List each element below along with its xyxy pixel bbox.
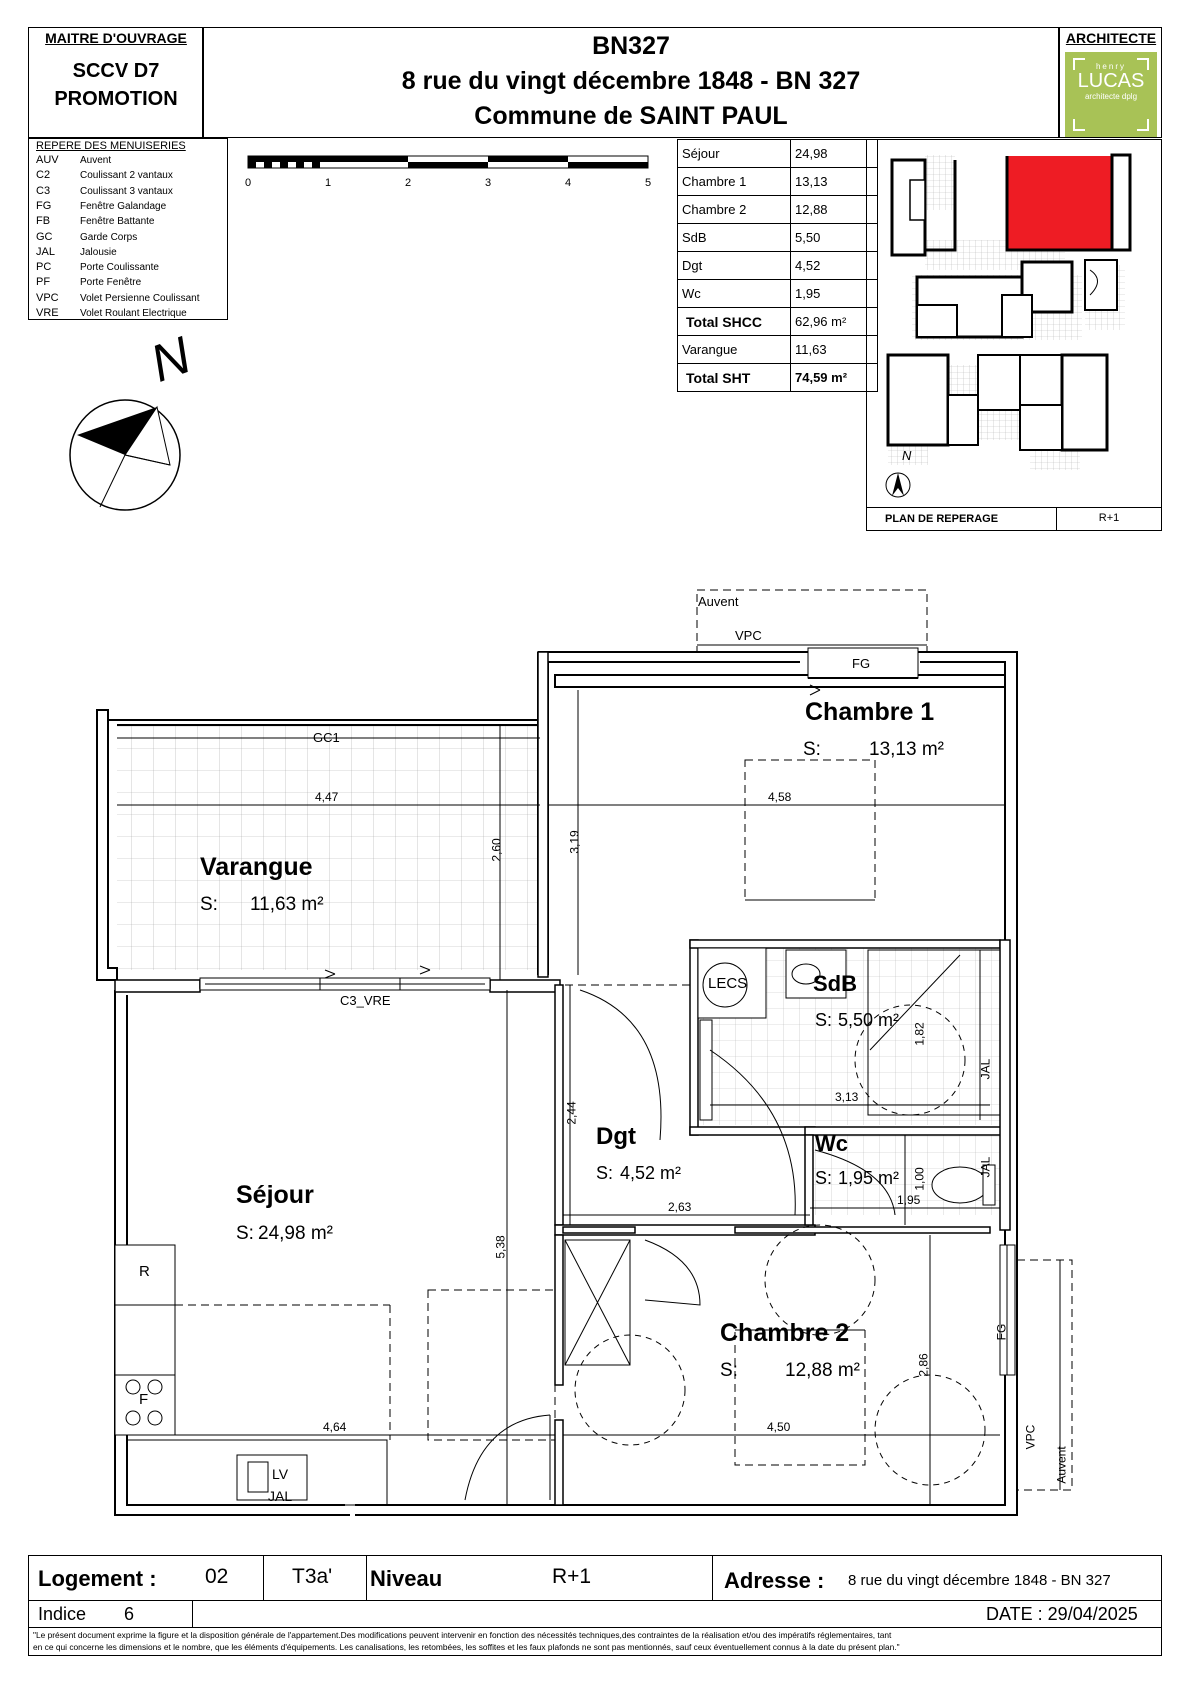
room-chambre2-s: S: (720, 1360, 738, 1381)
adresse-value: 8 rue du vingt décembre 1848 - BN 327 (848, 1572, 1111, 1589)
surface-room: Wc (678, 280, 791, 308)
label-fridge: R (139, 1263, 150, 1280)
legend-code: VPC (36, 291, 59, 304)
label-lecs: LECS (708, 975, 748, 992)
surface-room: Total SHCC (678, 308, 791, 336)
legend-item (36, 169, 173, 181)
scale-tick-label: 4 (564, 177, 572, 189)
surface-area: 11,63 (791, 336, 878, 364)
scale-bar (240, 150, 660, 195)
architect-label: ARCHITECTE (1065, 30, 1157, 46)
varangue-floor (117, 725, 537, 970)
niveau-label: Niveau (370, 1566, 443, 1591)
legend-label: Garde Corps (80, 231, 138, 243)
footer-div-4 (192, 1600, 193, 1627)
surface-room: Chambre 2 (678, 196, 791, 224)
room-chambre1-area: 13,13 m² (869, 739, 944, 760)
surface-area: 1,95 (791, 280, 878, 308)
scale-tick-labels (245, 177, 651, 189)
legend-code: VRE (36, 307, 59, 319)
disclaimer-line-2: en ce qui concerne les dimensions et le nombre, que les éléments d'équipements. Les canalisations, les retombées, les soffites et les faux plafonds ne sont pas mentionnés, sauf ceux éventuellement connus à la date du présent plan." (33, 1642, 900, 1652)
legend-item (36, 215, 155, 227)
legend-label: Coulissant 3 vantaux (80, 185, 173, 197)
footer-div-3 (712, 1555, 713, 1600)
room-sejour-name: Séjour (236, 1181, 314, 1209)
footer-line-1 (28, 1600, 1162, 1601)
scale-tick-label: 0 (244, 177, 252, 189)
surface-room: Dgt (678, 252, 791, 280)
logo-corner-bl (1073, 119, 1085, 131)
logement-label: Logement : (38, 1566, 157, 1591)
floor-plan (0, 560, 1190, 1550)
footer-div-1 (263, 1555, 264, 1600)
dim-sejour-depth: 5,38 (493, 1235, 508, 1259)
legend-code: FG (36, 199, 52, 212)
owner-line-2: PROMOTION (54, 88, 178, 110)
dim-varangue-width: 4,47 (315, 790, 339, 804)
surface-room: SdB (678, 224, 791, 252)
dim-varangue-depth: 2,60 (489, 838, 504, 862)
legend-item (36, 246, 117, 258)
owner-label: MAITRE D'OUVRAGE (45, 30, 187, 46)
dim-dgt-width: 2,63 (668, 1200, 692, 1214)
legend-label: Fenêtre Battante (80, 216, 155, 228)
room-varangue-s: S: (200, 894, 218, 915)
dim-chambre1-width: 4,58 (768, 790, 792, 804)
surface-area: 12,88 (791, 196, 878, 224)
dim-chambre2-depth: 2,86 (916, 1353, 931, 1377)
room-sdb-name: SdB (813, 971, 857, 996)
room-sejour-s: S: (236, 1223, 254, 1244)
legend-item (36, 261, 159, 273)
date-text: DATE : 29/04/2025 (986, 1604, 1138, 1624)
surface-row (678, 280, 878, 308)
scale-tick-label: 3 (484, 177, 492, 189)
dim-chambre2-width: 4,50 (767, 1420, 791, 1434)
room-chambre2-area: 12,88 m² (785, 1360, 860, 1381)
room-sejour-area: 24,98 m² (258, 1223, 333, 1244)
room-wc-name: Wc (815, 1131, 848, 1156)
surface-room: Varangue (678, 336, 791, 364)
room-chambre1-name: Chambre 1 (805, 698, 935, 726)
legend-item (36, 292, 200, 304)
indice-label: Indice (38, 1604, 87, 1624)
key-plan-footer-line (866, 507, 1162, 508)
surface-table-wrap (677, 139, 878, 392)
label-fg-right: FG (994, 1323, 1009, 1341)
dim-sdb-width: 3,13 (835, 1090, 859, 1104)
key-plan-north: N (902, 448, 912, 463)
room-varangue-area: 11,63 m² (250, 894, 324, 915)
indice-value: 6 (124, 1604, 135, 1624)
surface-area: 4,52 (791, 252, 878, 280)
legend-item (36, 185, 173, 197)
legend-item (36, 154, 111, 166)
scale-tick-label: 1 (324, 177, 332, 189)
surface-row (678, 252, 878, 280)
room-dgt-area: 4,52 m² (620, 1163, 682, 1183)
logement-value: 02 (205, 1565, 229, 1588)
legend-label: Porte Coulissante (80, 262, 159, 274)
logo-small-text: henry (1095, 62, 1126, 71)
niveau-value: R+1 (552, 1565, 592, 1588)
label-auvent-right: Auvent (1054, 1446, 1069, 1484)
label-auvent-top: Auvent (698, 594, 739, 609)
room-varangue-name: Varangue (200, 853, 313, 881)
north-letter: N (143, 326, 199, 394)
logo-sub-text: architecte dplg (1084, 92, 1138, 101)
surface-row (678, 168, 878, 196)
dim-chambre1-depth: 3,19 (567, 830, 582, 854)
room-wc-area: 1,95 m² (838, 1168, 900, 1188)
project-commune: Commune de SAINT PAUL (474, 102, 788, 130)
surface-room: Total SHT (678, 364, 791, 392)
surface-room: Séjour (678, 140, 791, 168)
label-jal-wc: JAL (978, 1156, 993, 1178)
legend-code: AUV (36, 154, 59, 166)
project-title: BN327 (592, 32, 670, 60)
surface-area: 24,98 (791, 140, 878, 168)
surface-row (678, 196, 878, 224)
north-arrow-icon (65, 395, 185, 515)
surface-area: 5,50 (791, 224, 878, 252)
label-fg-top: FG (852, 656, 871, 671)
room-sdb-area: 5,50 m² (838, 1010, 900, 1030)
footer-div-2 (366, 1555, 367, 1600)
legend-item (36, 307, 187, 319)
legend-code: JAL (36, 245, 55, 258)
legend-item (36, 231, 137, 243)
label-jal-sdb: JAL (978, 1058, 993, 1080)
key-plan-label: PLAN DE REPERAGE (885, 513, 999, 525)
surface-row (678, 336, 878, 364)
owner-line-1: SCCV D7 (72, 60, 160, 82)
scale-tick-label: 2 (404, 177, 412, 189)
dim-sejour-width: 4,64 (323, 1420, 347, 1434)
legend-label: Jalousie (80, 246, 117, 258)
key-plan-drawing (880, 150, 1150, 505)
legend-title: REPERE DES MENUISERIES (36, 140, 186, 152)
room-dgt-s: S: (596, 1163, 614, 1183)
dim-sdb-depth: 1,82 (912, 1022, 927, 1046)
legend-code: PF (36, 276, 51, 289)
legend-code: FB (36, 215, 51, 228)
room-dgt-name: Dgt (596, 1123, 636, 1150)
legend-code: C2 (36, 169, 51, 182)
surface-room: Chambre 1 (678, 168, 791, 196)
room-wc-s: S: (815, 1168, 833, 1188)
logo-corner-br (1137, 119, 1149, 131)
label-hob: F (139, 1391, 149, 1408)
key-plan-highlight (1007, 156, 1112, 250)
legend-label: Fenêtre Galandage (80, 200, 167, 212)
key-plan-level: R+1 (1098, 512, 1120, 524)
legend-code: PC (36, 261, 52, 274)
legend-label: Coulissant 2 vantaux (80, 170, 173, 182)
legend-item (36, 200, 166, 212)
surface-row (678, 308, 878, 336)
label-gc1: GC1 (313, 730, 340, 745)
surface-row (678, 224, 878, 252)
label-c3-vre: C3_VRE (340, 993, 391, 1008)
legend-label: Auvent (80, 155, 112, 166)
room-chambre1-s: S: (803, 739, 821, 760)
architect-logo (1065, 52, 1157, 137)
label-sink: LV (272, 1466, 289, 1482)
label-vpc-top: VPC (735, 628, 762, 643)
legend-item (36, 276, 141, 288)
legend-code: GC (36, 230, 53, 243)
room-sdb-s: S: (815, 1010, 833, 1030)
surface-row (678, 140, 878, 168)
legend-label: Porte Fenêtre (80, 277, 142, 289)
dim-wc-depth: 1,00 (912, 1167, 927, 1191)
label-vpc-right: VPC (1023, 1424, 1038, 1450)
legend-code: C3 (36, 184, 51, 197)
footer-line-2 (28, 1627, 1162, 1628)
adresse-label: Adresse : (724, 1568, 825, 1593)
surface-area: 62,96 m² (791, 308, 878, 336)
dim-wc-width: 1,95 (897, 1193, 921, 1207)
label-jal-kitchen: JAL (268, 1488, 293, 1504)
surface-area: 13,13 (791, 168, 878, 196)
dim-dgt-depth: 2,44 (564, 1101, 579, 1125)
room-chambre2-name: Chambre 2 (720, 1319, 850, 1347)
disclaimer-line-1: "Le présent document exprime la figure et la disposition générale de l'appartement.Des modifications peuvent intervenir en fonction des nécessités techniques,des contraintes de la réalisation et/ou des impératifs réglementaires, tant (33, 1630, 892, 1640)
surface-area: 74,59 m² (791, 364, 878, 392)
scale-tick-label: 5 (644, 177, 652, 189)
surface-row (678, 364, 878, 392)
surface-table (677, 139, 878, 392)
project-address: 8 rue du vingt décembre 1848 - BN 327 (401, 67, 861, 95)
logement-type: T3a' (292, 1565, 333, 1588)
legend-label: Volet Persienne Coulissant (80, 292, 200, 304)
legend-label: Volet Roulant Electrique (80, 308, 187, 319)
logo-name: LUCAS (1077, 70, 1145, 92)
